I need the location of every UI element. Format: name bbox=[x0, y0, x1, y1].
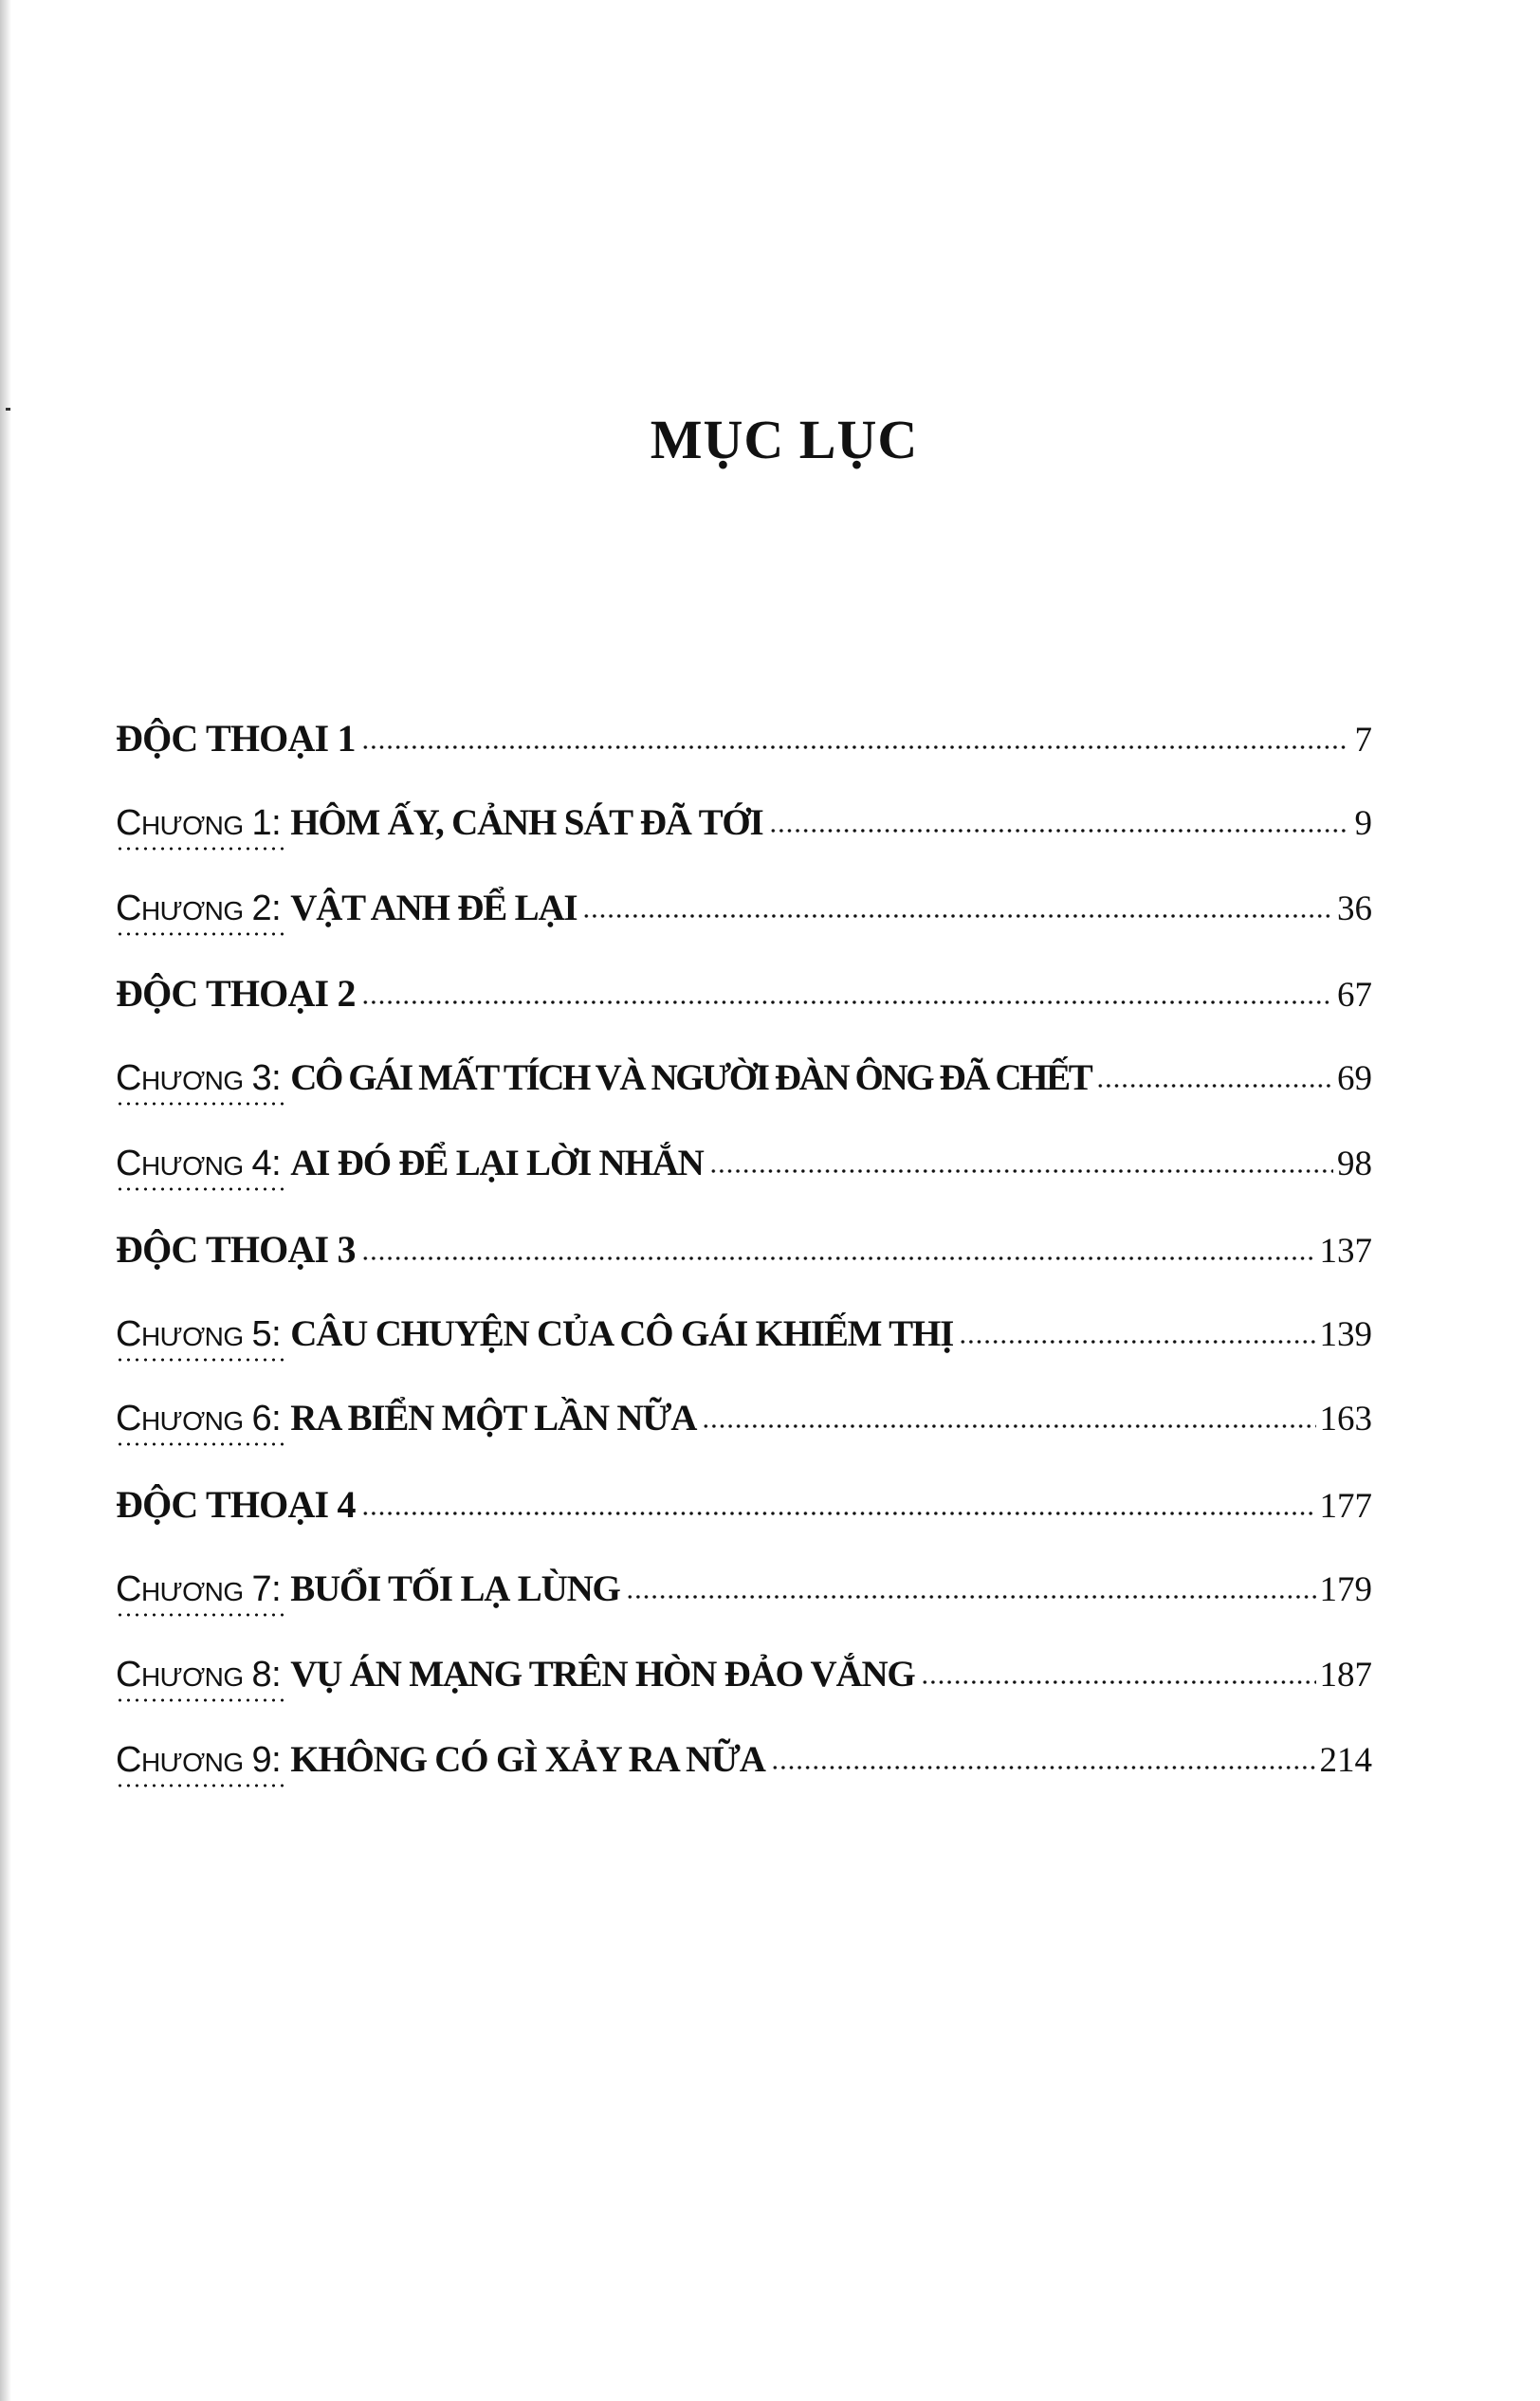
dot-leader bbox=[361, 1000, 1333, 1004]
dot-leader bbox=[582, 914, 1333, 918]
entry-title: CÔ GÁI MẤT TÍCH VÀ NGƯỜI ĐÀN ÔNG ĐÃ CHẾT bbox=[290, 1057, 1091, 1099]
dot-leader bbox=[921, 1680, 1316, 1684]
page-number: 36 bbox=[1337, 889, 1372, 928]
chapter-label: CHƯƠNG 9: bbox=[116, 1740, 281, 1781]
toc-entry-section[interactable] bbox=[116, 1482, 1372, 1567]
toc-entry-section[interactable] bbox=[116, 1227, 1372, 1312]
toc-entry-chapter[interactable] bbox=[116, 887, 1372, 972]
entry-title: VẬT ANH ĐỂ LẠI bbox=[290, 887, 578, 928]
toc-entry-chapter[interactable] bbox=[116, 801, 1372, 887]
page-number: 179 bbox=[1319, 1569, 1372, 1609]
page-number: 69 bbox=[1337, 1059, 1372, 1099]
dotted-underline bbox=[116, 932, 286, 936]
dot-leader bbox=[361, 1512, 1316, 1515]
page-number: 187 bbox=[1319, 1655, 1372, 1695]
entry-title: VỤ ÁN MẠNG TRÊN HÒN ĐẢO VẮNG bbox=[290, 1653, 915, 1695]
dotted-underline bbox=[116, 1442, 286, 1446]
dot-leader bbox=[361, 1256, 1316, 1260]
dotted-underline bbox=[116, 847, 286, 851]
dotted-underline bbox=[116, 1784, 286, 1787]
page-number: 177 bbox=[1319, 1487, 1372, 1527]
toc-entry-chapter[interactable] bbox=[116, 1567, 1372, 1653]
page-number: 67 bbox=[1337, 976, 1372, 1016]
dot-leader bbox=[1096, 1084, 1333, 1088]
entry-title: CÂU CHUYỆN CỦA CÔ GÁI KHIẾM THỊ bbox=[290, 1312, 954, 1354]
entry-title: ĐỘC THOẠI 4 bbox=[116, 1483, 356, 1527]
toc-entry-chapter[interactable] bbox=[116, 1738, 1372, 1824]
dot-leader bbox=[626, 1595, 1316, 1599]
entry-title: RA BIỂN MỘT LẦN NỮA bbox=[290, 1398, 697, 1439]
entry-title: ĐỘC THOẠI 3 bbox=[116, 1227, 356, 1271]
chapter-label: CHƯƠNG 2: bbox=[116, 889, 281, 929]
chapter-label: CHƯƠNG 4: bbox=[116, 1144, 281, 1184]
entry-title: ĐỘC THOẠI 1 bbox=[116, 717, 356, 760]
page-number: 139 bbox=[1319, 1314, 1372, 1354]
dotted-underline bbox=[116, 1613, 286, 1617]
dot-leader bbox=[709, 1169, 1333, 1173]
page-number: 9 bbox=[1354, 803, 1372, 843]
dot-leader bbox=[771, 1766, 1316, 1769]
chapter-label: CHƯƠNG 1: bbox=[116, 803, 281, 844]
page-number: 137 bbox=[1319, 1231, 1372, 1271]
toc-entry-section[interactable] bbox=[116, 971, 1372, 1056]
chapter-label: CHƯƠNG 5: bbox=[116, 1314, 281, 1355]
toc-entry-section[interactable] bbox=[116, 716, 1372, 801]
chapter-label: CHƯƠNG 8: bbox=[116, 1655, 281, 1695]
dot-leader bbox=[361, 745, 1349, 749]
page-number: 7 bbox=[1354, 721, 1372, 760]
dotted-underline bbox=[116, 1358, 286, 1362]
toc-entry-chapter[interactable] bbox=[116, 1312, 1372, 1398]
page-number: 163 bbox=[1319, 1400, 1372, 1439]
entry-title: BUỔI TỐI LẠ LÙNG bbox=[290, 1567, 620, 1609]
chapter-label: CHƯƠNG 6: bbox=[116, 1399, 281, 1439]
entry-title: ĐỘC THOẠI 2 bbox=[116, 972, 356, 1016]
entry-title: AI ĐÓ ĐỂ LẠI LỜI NHẮN bbox=[290, 1142, 704, 1183]
entry-title: HÔM ẤY, CẢNH SÁT ĐÃ TỚI bbox=[290, 801, 763, 843]
toc-entry-chapter[interactable] bbox=[116, 1056, 1372, 1142]
dot-leader bbox=[769, 829, 1349, 833]
page-number: 214 bbox=[1319, 1740, 1372, 1780]
toc-entry-chapter[interactable] bbox=[116, 1142, 1372, 1227]
toc-entry-chapter[interactable] bbox=[116, 1653, 1372, 1738]
scan-edge-shadow bbox=[0, 0, 11, 2401]
chapter-label: CHƯƠNG 7: bbox=[116, 1569, 281, 1610]
table-of-contents bbox=[116, 716, 1372, 1823]
toc-entry-chapter[interactable] bbox=[116, 1397, 1372, 1482]
dotted-underline bbox=[116, 1698, 286, 1702]
dotted-underline bbox=[116, 1102, 286, 1106]
chapter-label: CHƯƠNG 3: bbox=[116, 1058, 281, 1099]
dot-leader bbox=[702, 1424, 1315, 1428]
entry-title: KHÔNG CÓ GÌ XẢY RA NỮA bbox=[290, 1738, 765, 1780]
dot-leader bbox=[959, 1340, 1315, 1344]
dotted-underline bbox=[116, 1187, 286, 1191]
page-title: MỤC LỤC bbox=[650, 409, 919, 470]
page-number: 98 bbox=[1337, 1144, 1372, 1183]
